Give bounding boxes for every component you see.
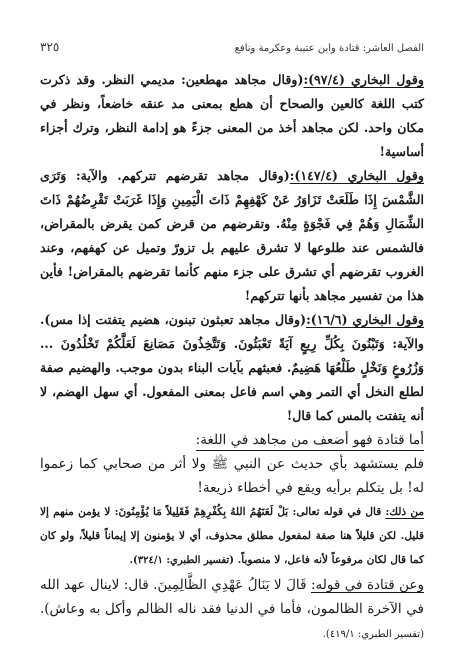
paragraph-3 (40, 308, 424, 428)
citation-label: وقول البخاري (١٦/٦): (306, 312, 425, 327)
example-label: من ذلك: (385, 506, 425, 518)
paragraph-text: قَالَ لا يَنَالُ عَهْدِي الظَّالِمِينَ. قال: لاينال عهد الله في الآخرة الظالمون، فأما في الدنيا فقد ناله الظالم وأكل به وعاش). (40, 577, 424, 617)
paragraph-1 (40, 68, 424, 164)
paragraph-text: (وقال مجاهد تقرضهم تتركهم. والآية: وَتَرَى الشَّمْسَ إِذَا طَلَعَتْ تَزَاوَرُ عَنْ كَهْفِهِمْ ذَاتَ الْيَمِينِ وَإِذَا غَرَبَتْ تَقْرِضُهُمْ ذَاتَ الشِّمَالِ وَهُمْ فِي فَجْوَةٍ مِنْهُ. وتقرضهم من قرض كمن يقرض بالمقراض، فالشمس عند طلوعها لا تشرق عليهم بل تزورّ وتميل عن كهفهم، وعند الغروب تقرضهم أي تشرق على جزء منهم كأنما تقرضهم بالمقراض! فأين هذا من تفسير مجاهد بأنها تتركهم! (40, 168, 424, 303)
paragraph-text: فلم يستشهد بأي حديث عن النبي ﷺ ولا أثر من صحابي كما زعموا له! بل يتكلم برأيه ويقع في أخطاء ذريعة! (40, 456, 424, 496)
paragraph-text: قال في قوله تعالى: بَلْ لَعَنَهُمُ اللهُ بِكُفْرِهِمْ فَقَلِيلاً مَا يُؤْمِنُونَ: لا يؤمن منهم إلا قليل. لكن قليلاً هنا صفة لمفعول مطلق محذوف، أي لا يؤمنون إلا إيماناً قليلاً، ولو كان كما قال لكان مرفوعاً لأنه فاعل، لا منصوباً. (40, 506, 424, 566)
paragraph-text: (وقال مجاهد مهطعين: مديمي النظر. وقد ذكرت كتب اللغة كالعين والصحاح أن هطع بمعنى مد عنقه خاضعاً، ونظر في مكان واحد. لكن مجاهد أخذ من المعنى جزءً هو إدامة النظر، وترك أجزاء أساسية! (40, 72, 424, 159)
section-heading-wrapper (40, 428, 424, 452)
paragraph-2 (40, 164, 424, 308)
paragraph-4 (40, 452, 424, 500)
section-heading: أما قتادة فهو أضعف من مجاهد في اللغة: (196, 430, 424, 451)
paragraph-text: (وقال مجاهد تعبثون تبنون، هضيم يتفتت إذا مس). والآية: وَتَبْنُونَ بِكُلِّ رِيعٍ آيَةً تَعْبَثُونَ. وَتَتَّخِذُونَ مَصَانِعَ لَعَلَّكُمْ تَخْلُدُونَ ... وَزُرُوعٍ وَنَخْلٍ طَلْعُهَا هَضِيمٌ. فعبثهم بآيات البناء بدون موجب. والهضيم صفة لطلع النخل أي التمر وهي اسم فاعل بمعنى المفعول. أي سهل الهضم، لا أنه يتفتت بالمس كما قال! (40, 312, 424, 423)
reference: (تفسير الطبري: ٤١٩/١). (322, 629, 424, 640)
running-title: الفصل العاشر: قتادة وابن عتيبة وعكرمة ونافع (234, 43, 424, 54)
citation-label: وقول البخاري (٩٧/٤): (303, 72, 424, 87)
paragraph-5 (40, 500, 424, 573)
page-number: ٣٢٥ (40, 40, 60, 54)
page-header (40, 40, 424, 58)
citation-label: وقول البخاري (١٤٧/٤): (289, 168, 425, 183)
reference: (تفسير الطبري: ٣٢٤/١). (129, 555, 234, 566)
paragraph-6 (40, 573, 424, 647)
citation-label: وعن قتادة في قوله: (310, 577, 425, 593)
body-text (40, 68, 424, 647)
